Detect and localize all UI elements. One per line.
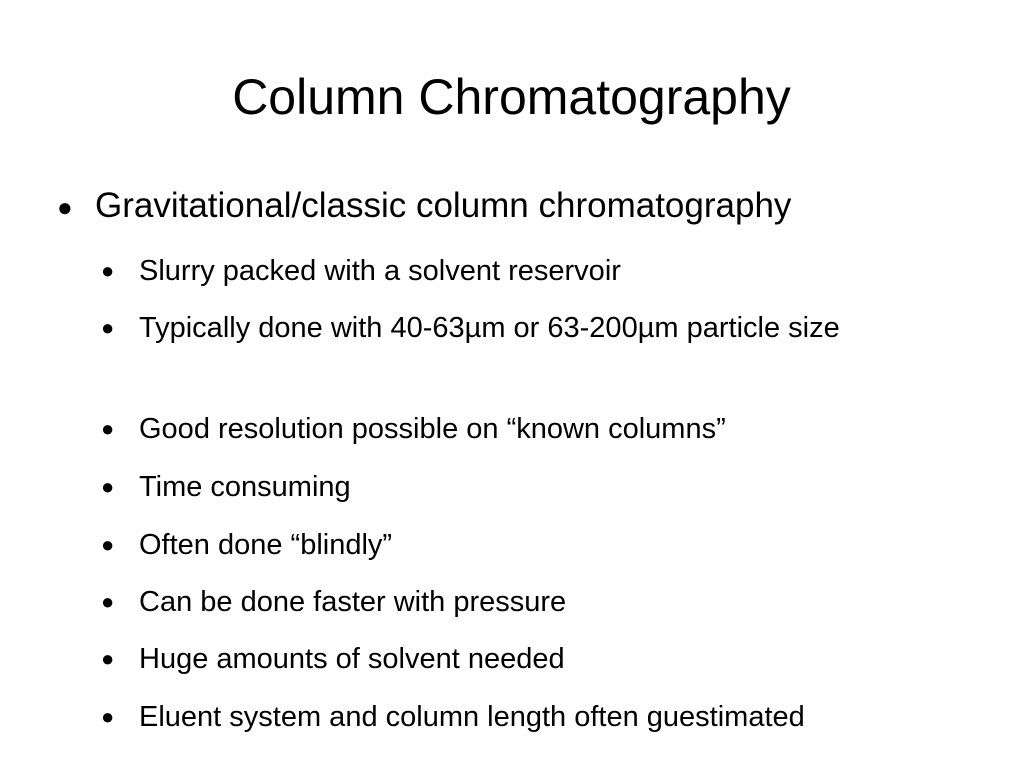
slide-title: Column Chromatography bbox=[232, 69, 791, 125]
bullet-text: Typically done with 40-63µm or 63-200µm particle size bbox=[139, 312, 840, 344]
bullet-dot-icon: ● bbox=[101, 589, 115, 614]
bullet-dot-icon: ● bbox=[101, 532, 115, 557]
bullet-dot-icon: ● bbox=[57, 192, 73, 222]
bullet-text: Can be done faster with pressure bbox=[139, 586, 567, 618]
bullet-dot-icon: ● bbox=[101, 416, 115, 441]
bullet-text: Good resolution possible on “known columns” bbox=[139, 413, 726, 445]
bullet-dot-icon: ● bbox=[101, 315, 115, 340]
bullet-text: Often done “blindly” bbox=[139, 529, 393, 561]
bullet-text: Gravitational/classic column chromatography bbox=[95, 186, 792, 225]
bullet-text: Time consuming bbox=[139, 471, 351, 503]
bullet-dot-icon: ● bbox=[101, 704, 115, 729]
bullet-text: Huge amounts of solvent needed bbox=[139, 643, 565, 675]
bullet-text: Eluent system and column length often guestimated bbox=[139, 701, 805, 733]
bullet-dot-icon: ● bbox=[101, 258, 115, 283]
bullet-dot-icon: ● bbox=[101, 646, 115, 671]
bullet-dot-icon: ● bbox=[101, 474, 115, 499]
bullet-text: Slurry packed with a solvent reservoir bbox=[139, 255, 621, 287]
